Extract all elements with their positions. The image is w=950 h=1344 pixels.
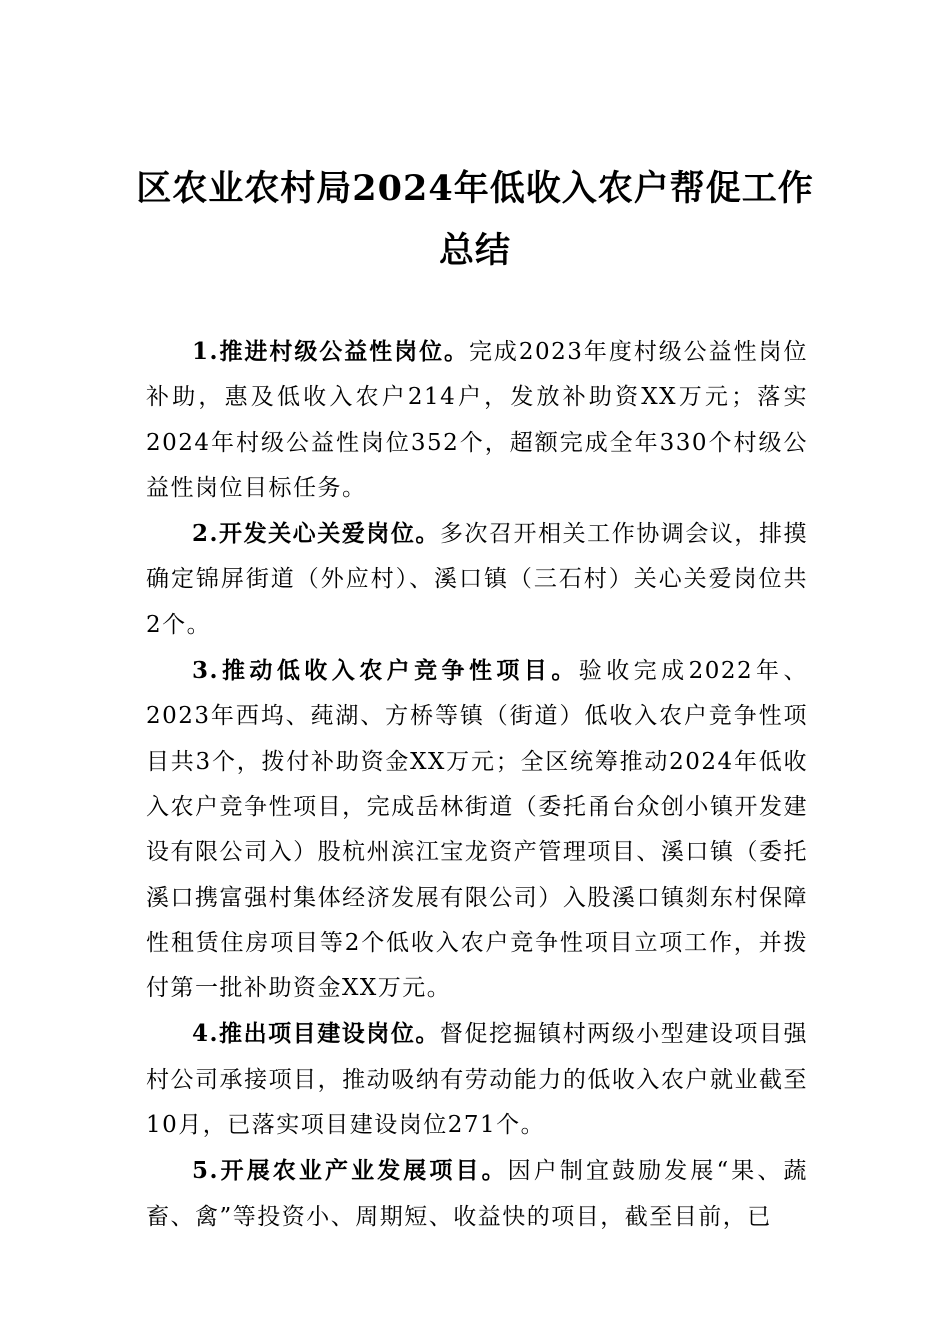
paragraph-5-text: 因户制宜鼓励发展“果、蔬畜、禽”等投资小、周期短、收益快的项目，截至目前，已 [146,1158,808,1230]
paragraph-1 [146,329,808,511]
document-title [130,158,820,282]
paragraph-4-heading: 4.推出项目建设岗位。 [192,1020,440,1048]
title-line-2: 总结 [438,230,511,271]
paragraph-3-heading: 3.推动低收入农户竞争性项目。 [192,657,579,685]
paragraph-1-text: 完成2023年度村级公益性岗位补助，惠及低收入农户214户，发放补助资XX万元；落实2024年村级公益性岗位352个，超额完成全年330个村级公益性岗位目标任务。 [146,339,808,501]
paragraph-3 [146,648,808,1011]
paragraph-5-heading: 5.开展农业产业发展项目。 [192,1157,508,1185]
paragraph-5 [146,1148,808,1240]
title-line-1: 区农业农村局2024年低收入农户帮促工作 [136,168,814,209]
paragraph-4 [146,1011,808,1148]
paragraph-2-text: 多次召开相关工作协调会议，排摸确定锦屏街道（外应村）、溪口镇（三石村）关心关爱岗位共2个。 [146,521,808,638]
paragraph-1-heading: 1.推进村级公益性岗位。 [192,338,469,365]
paragraph-3-text: 验收完成2022年、2023年西坞、莼湖、方桥等镇（街道）低收入农户竞争性项目共3个，拨付补助资金XX万元；全区统筹推动2024年低收入农户竞争性项目，完成岳林街道（委托甬台众创小镇开发建设有限公司入）股杭州滨江宝龙资产管理项目、溪口镇（委托溪口携富强村集体经济发展有限公司）入股溪口镇剡东村保障性租赁住房项目等2个低收入农户竞争性项目立项工作，并拨付第一批补助资金XX万元。 [146,658,808,1002]
paragraph-2 [146,511,808,648]
paragraph-2-heading: 2.开发关心关爱岗位。 [192,520,440,548]
paragraph-4-text: 督促挖掘镇村两级小型建设项目强村公司承接项目，推动吸纳有劳动能力的低收入农户就业截至10月，已落实项目建设岗位271个。 [146,1021,808,1139]
document-body [146,329,808,1240]
